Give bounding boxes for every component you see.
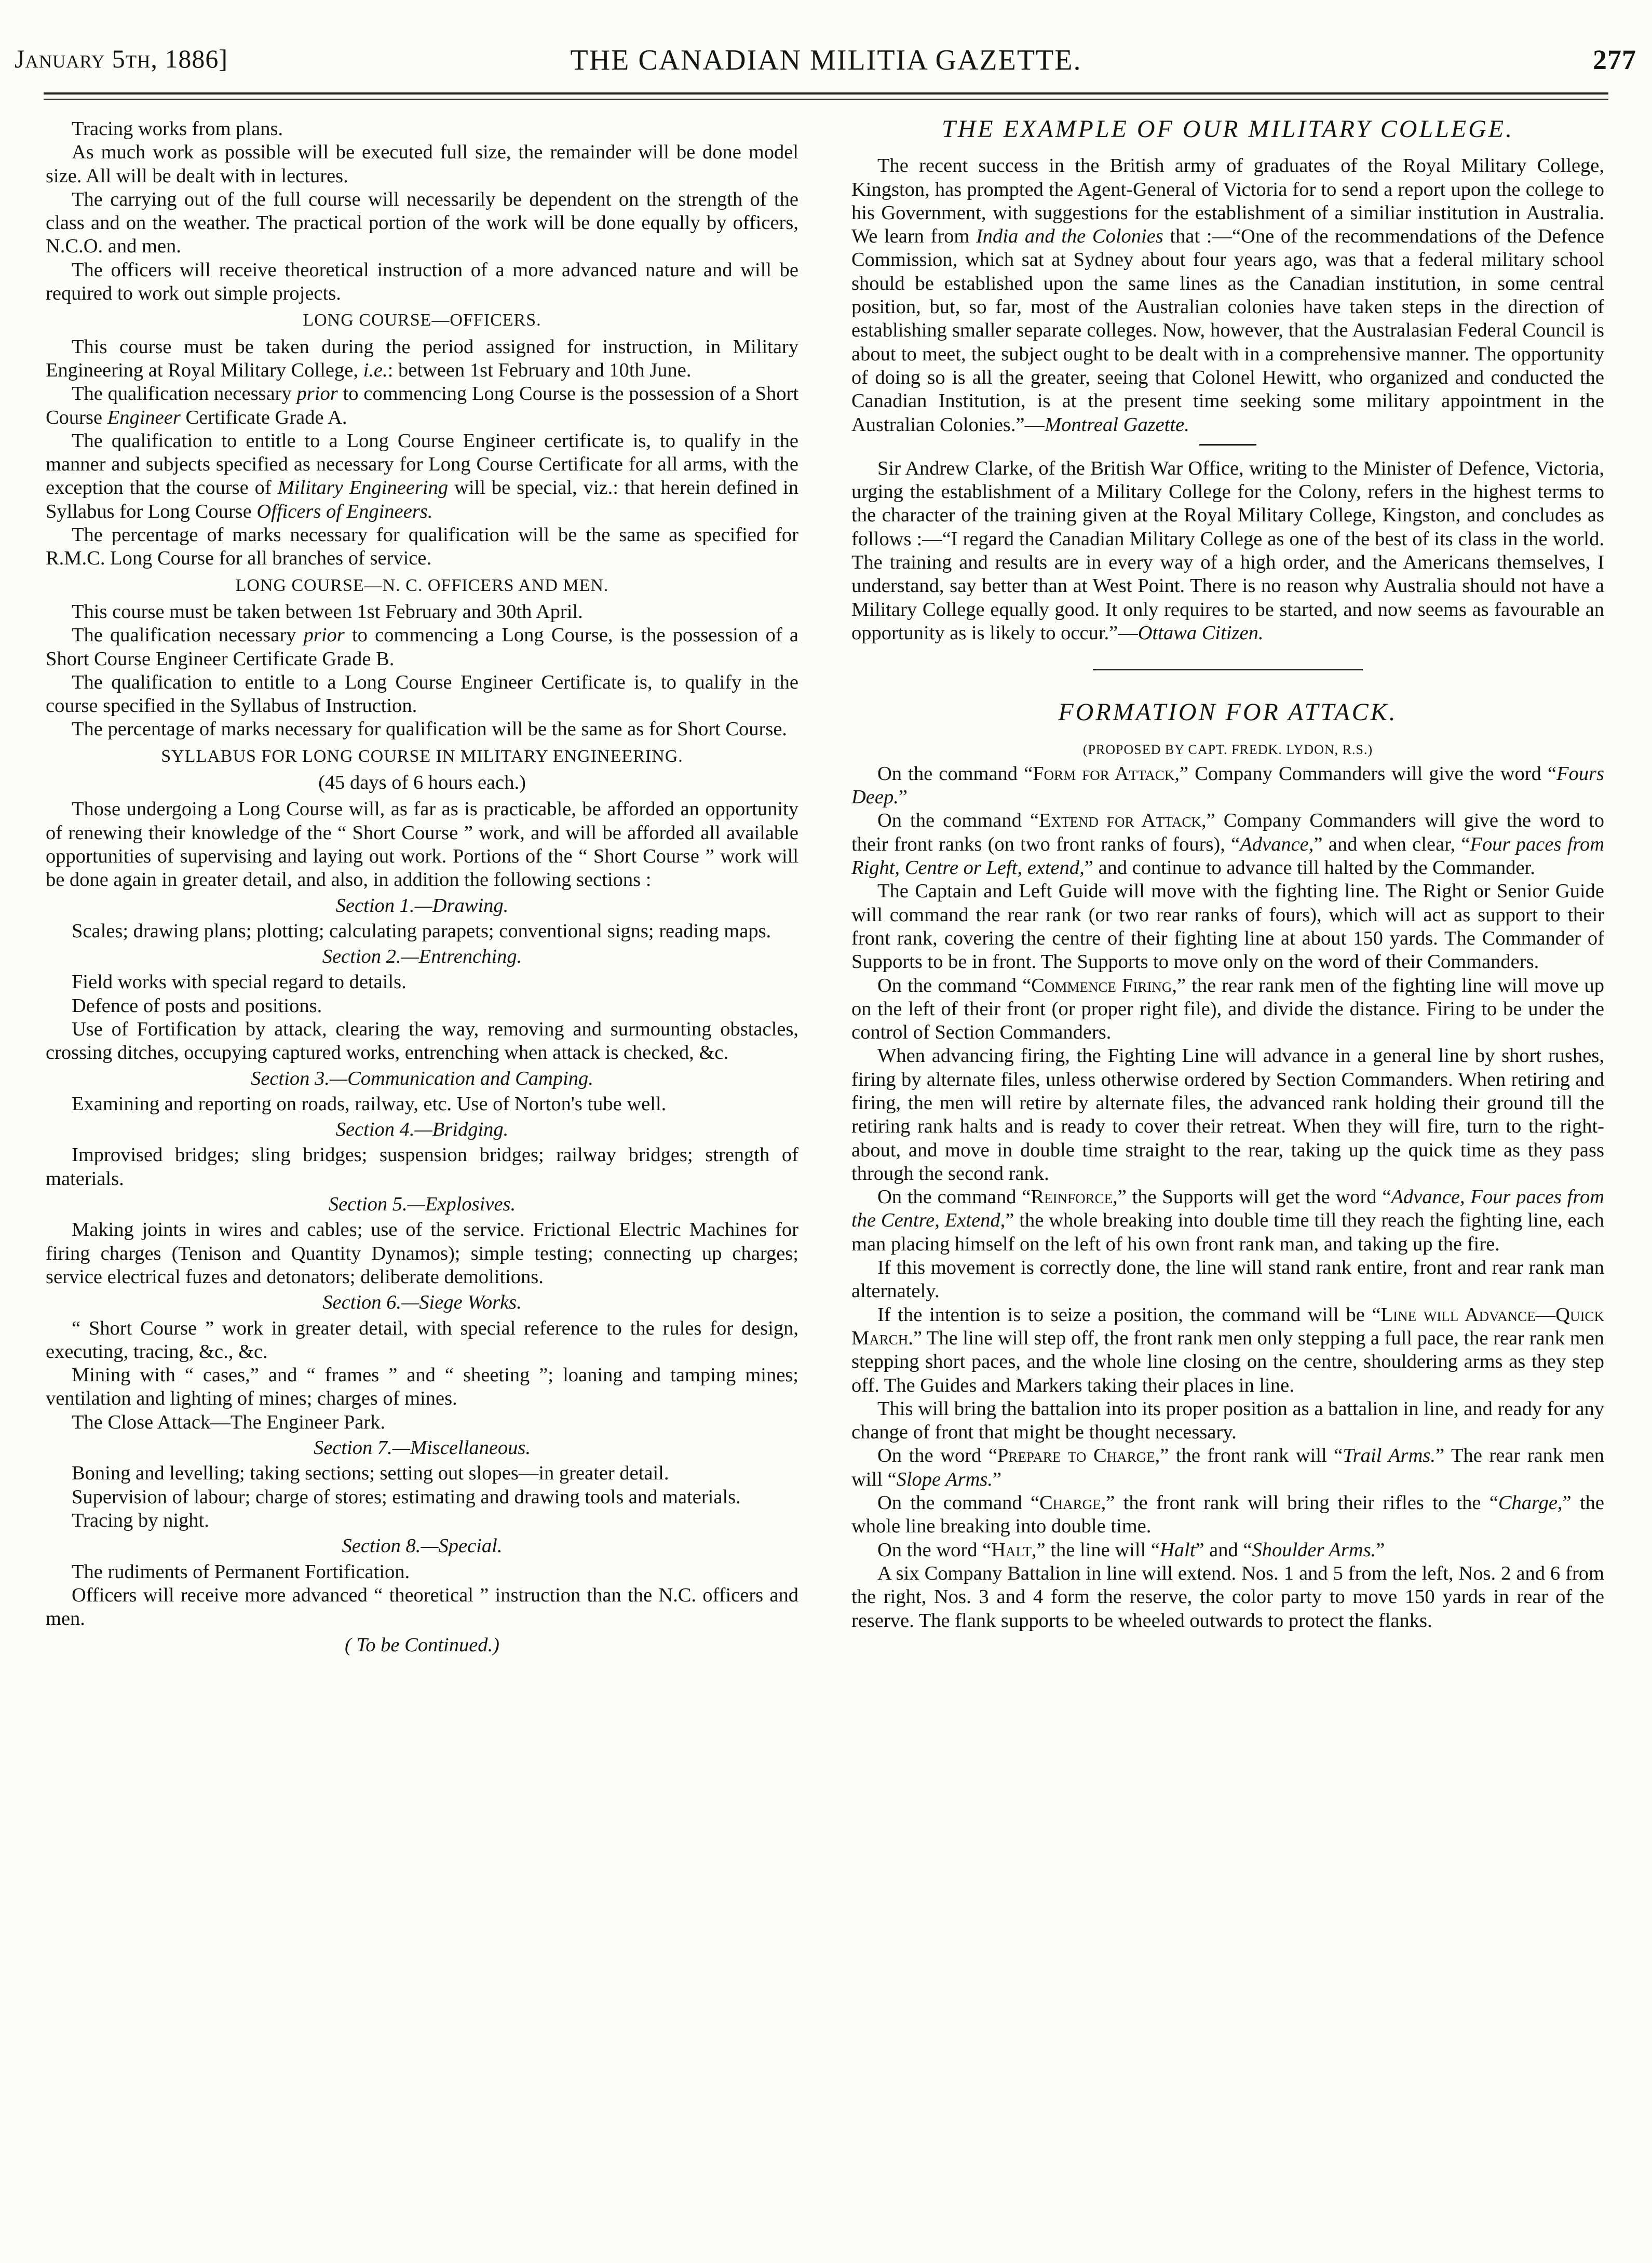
paragraph: The qualification to entitle to a Long Course Engineer certificate is, to qualify in the manner and subjects specified as necessary for Long Course Certificate for all arms, with the exception that the course of Military Engineering will be special, viz.: that herein defined in Syllabus for Long Course Officers of Engineers. [46,429,798,522]
paragraph: Field works with special regard to details. [72,971,407,993]
paragraph: A six Company Battalion in line will extend. Nos. 1 and 5 from the left, Nos. 2 and 6 from the right, Nos. 3 and 4 form the reserve, the color party to move 150 yards in rear of the reserve. The flank supports to be wheeled outwards to protect the flanks. [851,1562,1604,1632]
paragraph: Mining with “ cases,” and “ frames ” and “ sheeting ”; loaning and tamping mines; ventilation and lighting of mines; charges of mines. [46,1364,798,1410]
paragraph: Use of Fortification by attack, clearing the way, removing and surmounting obstacles, crossing ditches, occupying captured works, entrenching when attack is checked, &c. [46,1018,798,1064]
paragraph: The officers will receive theoretical instruction of a more advanced nature and will be required to work out simple projects. [46,259,798,305]
paragraph: Those undergoing a Long Course will, as far as is practicable, be afforded an opportunity of renewing their knowledge of the “ Short Course ” work, and will be afforded all available opportunities of supervising and laying out work. Portions of the “ Short Course ” work will be done again in greater detail, and also, in addition the following sections : [46,798,798,891]
right-column [851,117,1604,1633]
paragraph: “ Short Course ” work in greater detail, with special reference to the rules for design, executing, tracing, &c., &c. [46,1317,798,1363]
paragraph: Improvised bridges; sling bridges; suspension bridges; railway bridges; strength of materials. [46,1144,798,1190]
subheading-long-course-officers: LONG COURSE—OFFICERS. [303,311,541,330]
header-rule [44,92,1608,95]
paragraph: This course must be taken during the period assigned for instruction, in Military Engineering at Royal Military College, i.e.: between 1st February and 10th June. [46,335,798,381]
paragraph: On the word “Halt,” the line will “Halt” and “Shoulder Arms.” [877,1539,1385,1561]
section-heading: Section 3.—Communication and Camping. [251,1067,593,1089]
subheading-long-course-nco: LONG COURSE—N. C. OFFICERS AND MEN. [235,575,609,595]
section-heading: Section 6.—Siege Works. [322,1291,522,1314]
syllabus-duration: (45 days of 6 hours each.) [318,772,526,794]
paragraph: On the command “Form for Attack,” Company Commanders will give the word “Fours Deep.” [851,762,1604,809]
paragraph: Making joints in wires and cables; use of the service. Frictional Electric Machines for firing charges (Tenison and Quantity Dynamos); simple testing; connecting up charges; service electrical fuzes and detonators; deliberate demolitions. [46,1219,798,1288]
paragraph: Defence of posts and positions. [72,994,322,1017]
paragraph: The percentage of marks necessary for qualification will be the same as for Short Course. [72,718,788,740]
masthead [10,44,1642,85]
paragraph: The qualification necessary prior to commencing Long Course is the possession of a Short Course Engineer Certificate Grade A. [46,383,799,428]
paragraph: On the word “Prepare to Charge,” the front rank will “Trail Arms.” The rear rank men will “Slope Arms.” [851,1445,1604,1490]
paragraph: The carrying out of the full course will necessarily be dependent on the strength of the class and on the weather. The practical portion of the work will be done equally by officers, N.C.O. and men. [46,188,798,258]
article-title-military-college: THE EXAMPLE OF OUR MILITARY COLLEGE. [941,115,1514,143]
paragraph: The qualification to entitle to a Long Course Engineer Certificate is, to qualify in the course specified in the Syllabus of Instruction. [46,671,798,717]
section-heading: Section 1.—Drawing. [335,894,509,917]
paragraph: This will bring the battalion into its proper position as a battalion in line, and ready for any change of front that might be thought necessary. [851,1397,1604,1444]
continued-note: ( To be Continued.) [344,1634,500,1656]
paragraph: The percentage of marks necessary for qualification will be the same as specified for R.M.C. Long Course for all branches of service. [46,524,798,570]
section-heading: Section 5.—Explosives. [328,1193,516,1216]
article-divider [1093,669,1363,670]
section-heading: Section 7.—Miscellaneous. [313,1437,531,1459]
paragraph: Tracing by night. [72,1509,209,1531]
left-column [46,117,798,1658]
section-heading: Section 8.—Special. [342,1535,503,1557]
byline: (PROPOSED BY CAPT. FREDK. LYDON, R.S.) [1082,742,1373,757]
article-title-formation-for-attack: FORMATION FOR ATTACK. [1058,698,1398,726]
section-heading: Section 4.—Bridging. [335,1119,509,1141]
paragraph: If this movement is correctly done, the line will stand rank entire, front and rear rank man alternately. [851,1257,1604,1302]
paragraph: The rudiments of Permanent Fortification. [72,1560,410,1583]
paragraph: On the command “Charge,” the front rank will bring their rifles to the “Charge,” the whole line breaking into double time. [851,1492,1604,1538]
issue-date: January 5th, 1886] [15,44,228,73]
header-rule-thin [44,99,1608,100]
paragraph: On the command “Reinforce,” the Supports will get the word “Advance, Four paces from the Centre, Extend,” the whole breaking into double time till they reach the fighting line, each man placing himself on the left of his own front rank man, and taking up the fire. [851,1186,1604,1255]
paragraph: On the command “Extend for Attack,” Company Commanders will give the word to their front ranks (on two front ranks of fours), “Advance,” and when clear, “Four paces from Right, Centre or Left, extend,” and continue to advance till halted by the Commander. [851,810,1605,879]
publication-title: THE CANADIAN MILITIA GAZETTE. [570,44,1082,76]
paragraph: This course must be taken between 1st February and 30th April. [72,600,583,623]
paragraph: On the command “Commence Firing,” the rear rank men of the fighting line will move up on the left of their front (or proper right file), and divide the distance. Firing to be under the control of Section Commanders. [851,974,1605,1044]
subheading-syllabus: SYLLABUS FOR LONG COURSE IN MILITARY ENGINEERING. [161,746,683,766]
paragraph: When advancing firing, the Fighting Line will advance in a general line by short rushes, firing by alternate files, unless otherwise ordered by Section Commanders. When retiring and firing, the men will retire by alternate files, the advanced rank holding their ground till the retiring rank halts and is ready to cover their retreat. When they will fire, turn to the right-about, and move in double time straight to the rear, taking up the quick time as they pass through the second rank. [851,1045,1604,1184]
paragraph: Sir Andrew Clarke, of the British War Office, writing to the Minister of Defence, Victoria, urging the establishment of a Military College for the Colony, refers in the highest terms to the character of the training given at the Royal Military College, Kingston, and concludes as follows :—“I regard the Canadian Military College as one of the best of its class in the world. The training and results are in every way of a high order, and the Americans themselves, I understand, say better than at West Point. There is no reason why Australia should not have a Military College equally good. It only requires to be started, and now seems as favourable an opportunity as is likely to occur.”—Ottawa Citizen. [851,457,1604,644]
paragraph: Examining and reporting on roads, railway, etc. Use of Norton's tube well. [72,1093,667,1115]
paragraph: Supervision of labour; charge of stores; estimating and drawing tools and materials. [72,1486,741,1508]
separator-rule [1199,444,1256,446]
page-number: 277 [1593,44,1636,75]
paragraph: The Captain and Left Guide will move with the fighting line. The Right or Senior Guide will command the rear rank (or two rear ranks of fours), which will act as support to their front rank, covering the centre of their fighting line at about 150 yards. The Commander of Supports to be in front. The Supports to move only on the word of their Commanders. [851,880,1604,973]
paragraph: As much work as possible will be executed full size, the remainder will be done model size. All will be dealt with in lectures. [46,141,798,187]
paragraph: Scales; drawing plans; plotting; calculating parapets; conventional signs; reading maps. [72,920,771,942]
paragraph: Officers will receive more advanced “ theoretical ” instruction than the N.C. officers and men. [46,1584,798,1630]
paragraph: If the intention is to seize a position, the command will be “Line will Advance—Quick March.” The line will step off, the front rank men only stepping a full pace, the rear rank men stepping short paces, and the whole line closing on the centre, shouldering arms as they step off. The Guides and Markers taking their places in line. [851,1303,1604,1396]
section-heading: Section 2.—Entrenching. [322,946,522,968]
paragraph: The Close Attack—The Engineer Park. [72,1411,386,1433]
paragraph: Boning and levelling; taking sections; setting out slopes—in greater detail. [72,1462,669,1485]
paragraph: Tracing works from plans. [72,118,283,140]
paragraph: The recent success in the British army of graduates of the Royal Military College, Kingston, has prompted the Agent-General of Victoria for to send a report upon the college to his Government, with suggestions for the establishment of a similiar institution in Australia. We learn from India and the Colonies that :—“One of the recommendations of the Defence Commission, which sat at Sydney about four years ago, was that a federal military school should be established upon the same lines as the Canadian institution, in some central position, but, so far, most of the Australian colonies have taken steps in the direction of establishing smaller separate colleges. Now, however, that the Australasian Federal Council is about to meet, the subject ought to be dealt with in a comprehensive manner. The opportunity of doing so is all the greater, seeing that Colonel Hewitt, who organized and conducted the Canadian Institution, is at the present time seeking some military appointment in the Australian Colonies.”—Montreal Gazette. [851,155,1605,436]
paragraph: The qualification necessary prior to commencing a Long Course, is the possession of a Short Course Engineer Certificate Grade B. [46,624,799,670]
